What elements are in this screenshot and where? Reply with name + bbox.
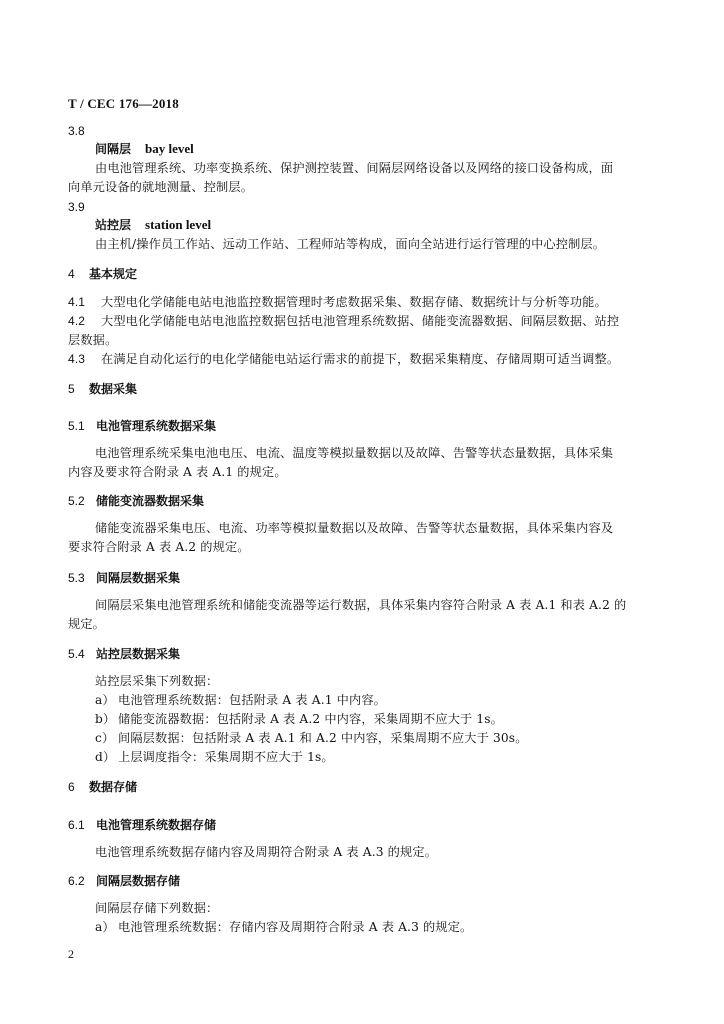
clause-text: 大型电化学储能电站电池监控数据管理时考虑数据采集、数据存储、数据统计与分析等功能。 bbox=[101, 295, 607, 309]
list-item bbox=[95, 919, 472, 935]
subsection-number: 5.4 bbox=[68, 647, 85, 661]
clause-number: 4.2 bbox=[68, 314, 86, 328]
list-item bbox=[95, 730, 528, 746]
list-marker: c） bbox=[95, 731, 115, 745]
term-number-3-8: 3.8 bbox=[68, 124, 85, 138]
clause-text: 层数据。 bbox=[68, 333, 118, 347]
list-item-text: 储能变流器数据：包括附录 A 表 A.2 中内容，采集周期不应大于 1s。 bbox=[118, 712, 504, 726]
paragraph-text: 电池管理系统数据存储内容及周期符合附录 A 表 A.3 的规定。 bbox=[95, 845, 438, 859]
subsection-title: 储能变流器数据采集 bbox=[96, 494, 205, 508]
clause-number: 4.1 bbox=[68, 295, 86, 309]
section-number: 4 bbox=[68, 267, 75, 281]
list-item bbox=[95, 711, 503, 727]
section-title: 基本规定 bbox=[89, 267, 138, 281]
subsection-title: 间隔层数据存储 bbox=[96, 874, 181, 888]
section-number: 5 bbox=[68, 382, 75, 396]
term-cn: 间隔层 bbox=[95, 142, 132, 156]
definition-text: 向单元设备的就地测量、控制层。 bbox=[68, 180, 254, 194]
clause-text: 大型电化学储能电站电池监控数据包括电池管理系统数据、储能变流器数据、间隔层数据、站控 bbox=[101, 314, 620, 328]
subsection-heading-6-1 bbox=[68, 817, 216, 833]
subsection-title: 间隔层数据采集 bbox=[96, 571, 181, 585]
paragraph-text: 间隔层存储下列数据： bbox=[95, 901, 219, 915]
section-title: 数据采集 bbox=[89, 382, 138, 396]
subsection-heading-5-2 bbox=[68, 493, 204, 509]
paragraph-text: 内容及要求符合附录 A 表 A.1 的规定。 bbox=[68, 465, 287, 479]
list-item bbox=[95, 749, 334, 765]
term-entry-3-8 bbox=[95, 141, 194, 157]
term-cn: 站控层 bbox=[95, 218, 132, 232]
subsection-heading-6-2 bbox=[68, 873, 180, 889]
subsection-number: 6.1 bbox=[68, 818, 85, 832]
paragraph-text: 电池管理系统采集电池电压、电流、温度等模拟量数据以及故障、告警等状态量数据，具体采集 bbox=[95, 446, 614, 460]
definition-text: 由电池管理系统、功率变换系统、保护测控装置、间隔层网络设备以及网络的接口设备构成，面 bbox=[95, 161, 614, 175]
section-heading-5 bbox=[68, 381, 137, 397]
subsection-title: 电池管理系统数据采集 bbox=[96, 419, 217, 433]
standard-header: T / CEC 176—2018 bbox=[68, 96, 179, 111]
subsection-heading-5-3 bbox=[68, 570, 180, 586]
term-number-3-9: 3.9 bbox=[68, 200, 85, 214]
paragraph-text: 规定。 bbox=[68, 617, 106, 631]
section-number: 6 bbox=[68, 780, 75, 794]
subsection-number: 5.2 bbox=[68, 494, 85, 508]
paragraph-text: 储能变流器采集电压、电流、功率等模拟量数据以及故障、告警等状态量数据，具体采集内容及 bbox=[95, 521, 614, 535]
paragraph-text: 要求符合附录 A 表 A.2 的规定。 bbox=[68, 540, 250, 554]
paragraph-text: 站控层采集下列数据： bbox=[95, 674, 219, 688]
clause-4-2 bbox=[68, 313, 619, 329]
list-item-text: 间隔层数据：包括附录 A 表 A.1 和 A.2 中内容，采集周期不应大于 30s。 bbox=[118, 731, 528, 745]
list-marker: d） bbox=[95, 750, 116, 764]
term-entry-3-9 bbox=[95, 217, 211, 233]
list-item bbox=[95, 692, 386, 708]
page-number: 2 bbox=[68, 947, 74, 961]
list-marker: b） bbox=[95, 712, 116, 726]
subsection-heading-5-4 bbox=[68, 646, 180, 662]
list-marker: a） bbox=[95, 920, 115, 934]
term-en: bay level bbox=[145, 141, 194, 156]
subsection-number: 5.3 bbox=[68, 571, 85, 585]
clause-4-1 bbox=[68, 294, 607, 310]
paragraph-text: 间隔层采集电池管理系统和储能变流器等运行数据，具体采集内容符合附录 A 表 A.1 和表 A.2 的 bbox=[95, 598, 627, 612]
term-en: station level bbox=[145, 217, 212, 232]
section-title: 数据存储 bbox=[89, 780, 138, 794]
list-item-text: 电池管理系统数据：包括附录 A 表 A.1 中内容。 bbox=[118, 693, 387, 707]
subsection-title: 站控层数据采集 bbox=[96, 647, 181, 661]
definition-text: 由主机/操作员工作站、远动工作站、工程师站等构成，面向全站进行运行管理的中心控制层。 bbox=[95, 237, 606, 251]
list-item-text: 上层调度指令：采集周期不应大于 1s。 bbox=[118, 750, 334, 764]
section-heading-6 bbox=[68, 779, 137, 795]
clause-4-3 bbox=[68, 351, 619, 367]
subsection-number: 6.2 bbox=[68, 874, 85, 888]
list-item-text: 电池管理系统数据：存储内容及周期符合附录 A 表 A.3 的规定。 bbox=[118, 920, 473, 934]
subsection-number: 5.1 bbox=[68, 419, 85, 433]
list-marker: a） bbox=[95, 693, 115, 707]
subsection-title: 电池管理系统数据存储 bbox=[96, 818, 217, 832]
section-heading-4 bbox=[68, 266, 137, 282]
clause-text: 在满足自动化运行的电化学储能电站运行需求的前提下，数据采集精度、存储周期可适当调整。 bbox=[101, 352, 620, 366]
clause-number: 4.3 bbox=[68, 352, 86, 366]
subsection-heading-5-1 bbox=[68, 418, 216, 434]
